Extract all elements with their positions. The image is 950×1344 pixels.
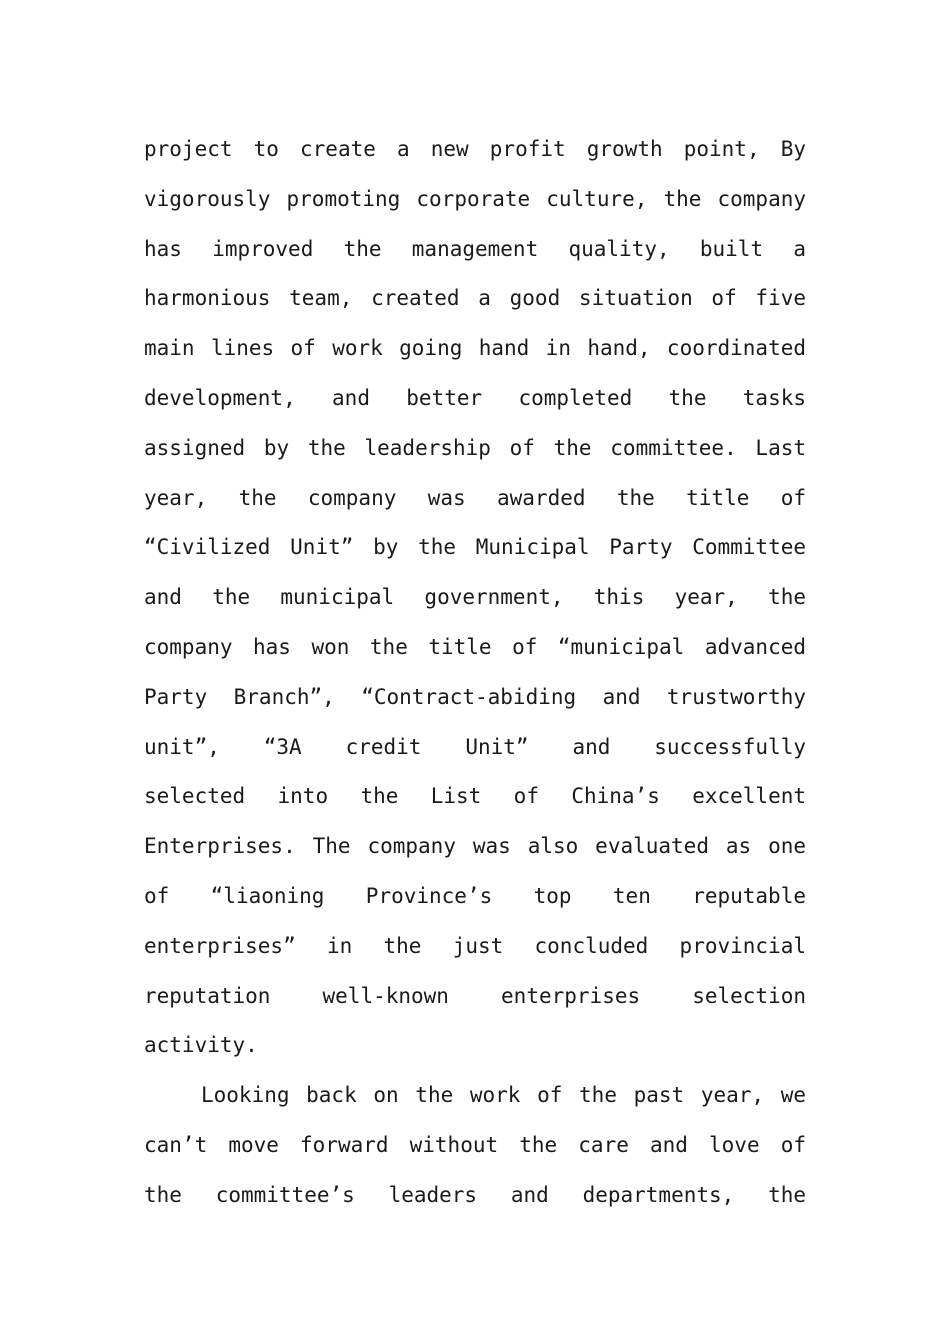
text-line: enterprises” in the just concluded provincial [144,933,806,958]
text-line: main lines of work going hand in hand, coordinated [144,336,806,361]
text-line: selected into the List of China’s excellent [144,784,806,809]
text-line: can’t move forward without the care and love of [144,1132,806,1157]
text-line: unit”, “3A credit Unit” and successfully [144,734,806,759]
text-line: reputation well-known enterprises selection [144,983,806,1008]
text-line: harmonious team, created a good situation of five [144,286,806,311]
text-line: of “liaoning Province’s top ten reputable [144,883,806,908]
text-line: and the municipal government, this year, the [144,585,806,610]
text-line: assigned by the leadership of the committee. Last [144,435,806,460]
body-text [144,125,806,1221]
text-line: year, the company was awarded the title of [144,485,806,510]
text-line: project to create a new profit growth point, By [144,137,806,161]
text-line: activity. [144,1033,258,1058]
text-line: the committee’s leaders and departments, the [144,1182,806,1207]
text-line: vigorously promoting corporate culture, the company [144,186,806,211]
text-line: Enterprises. The company was also evaluated as one [144,834,806,859]
text-line: Party Branch”, “Contract-abiding and trustworthy [144,684,806,709]
text-line: “Civilized Unit” by the Municipal Party Committee [144,535,806,560]
text-line: development, and better completed the tasks [144,385,806,410]
text-line: has improved the management quality, built a [144,236,806,261]
text-line: company has won the title of “municipal advanced [144,634,806,659]
paragraph-first-line: Looking back on the work of the past year, we [201,1083,806,1108]
